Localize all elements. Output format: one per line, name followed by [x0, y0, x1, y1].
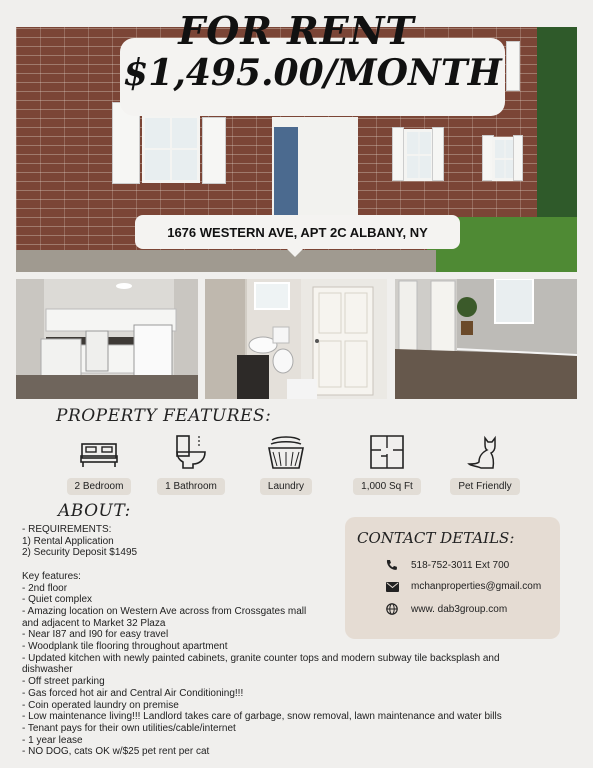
- about-line: - NO DOG, cats OK w/$25 pet rent per cat: [22, 746, 210, 758]
- about-line: - Amazing location on Western Ave across from Crossgates mall: [22, 605, 307, 617]
- feature-laundry: [238, 434, 334, 495]
- about-line: - Off street parking: [22, 676, 105, 688]
- globe-icon: [386, 603, 398, 615]
- features-heading: PROPERTY FEATURES:: [56, 406, 272, 426]
- feature-label: 1 Bathroom: [157, 478, 225, 495]
- about-line: - Gas forced hot air and Central Air Conditioning!!!: [22, 687, 244, 699]
- feature-bathroom: [143, 434, 239, 495]
- contact-card: [345, 517, 560, 639]
- about-line: - 1 year lease: [22, 734, 83, 746]
- envelope-icon: [386, 582, 399, 592]
- about-line: - REQUIREMENTS:: [22, 524, 112, 535]
- feature-pet-friendly: [437, 434, 533, 495]
- feature-label: 1,000 Sq Ft: [353, 478, 421, 495]
- about-line: 2) Security Deposit $1495: [22, 547, 138, 559]
- about-line: - Updated kitchen with newly painted cabinets, granite counter tops and modern subway tile backsplash and: [22, 652, 500, 664]
- contact-email[interactable]: [383, 581, 541, 592]
- website-url: www. dab3group.com: [411, 603, 508, 615]
- email-address: mchanproperties@gmail.com: [411, 581, 542, 592]
- kitchen-photo: [16, 279, 198, 399]
- about-line: - Quiet complex: [22, 594, 93, 606]
- contact-website[interactable]: [383, 603, 507, 615]
- about-line: Key features:: [22, 570, 81, 582]
- about-line: - 2nd floor: [22, 582, 68, 594]
- about-line: - Near I87 and I90 for easy travel: [22, 629, 169, 641]
- about-line: - Coin operated laundry on premise: [22, 699, 179, 711]
- floorplan-icon: [367, 434, 407, 470]
- laundry-basket-icon: [266, 434, 306, 470]
- phone-number: 518-752-3011 Ext 700: [411, 559, 510, 571]
- living-room-photo: [395, 279, 577, 399]
- contact-heading: CONTACT DETAILS:: [357, 529, 515, 547]
- about-line: - Low maintenance living!!! Landlord takes care of garbage, snow removal, lawn maintenance and water bills: [22, 711, 502, 723]
- feature-label: Laundry: [260, 478, 312, 495]
- bathroom-photo: [205, 279, 387, 399]
- about-heading: ABOUT:: [58, 501, 131, 521]
- address-label: 1676 WESTERN AVE, APT 2C ALBANY, NY: [135, 215, 460, 249]
- phone-icon: [386, 559, 398, 571]
- about-line: dishwasher: [22, 664, 73, 676]
- about-line: and adjacent to Market 32 Plaza: [22, 617, 166, 629]
- cat-icon: [465, 434, 505, 470]
- rent-price: $1,495.00/MONTH: [123, 52, 502, 94]
- page-title: FOR RENT: [178, 8, 415, 53]
- bed-icon: [79, 434, 119, 470]
- feature-square-feet: [339, 434, 435, 495]
- feature-label: 2 Bedroom: [67, 478, 132, 495]
- about-line: - Tenant pays for their own utilities/cable/internet: [22, 722, 236, 734]
- contact-phone[interactable]: [383, 559, 509, 571]
- about-line: 1) Rental Application: [22, 535, 114, 547]
- toilet-icon: [171, 434, 211, 470]
- about-line: - Woodplank tile flooring throughout apartment: [22, 641, 228, 653]
- feature-label: Pet Friendly: [450, 478, 519, 495]
- feature-bedroom: [51, 434, 147, 495]
